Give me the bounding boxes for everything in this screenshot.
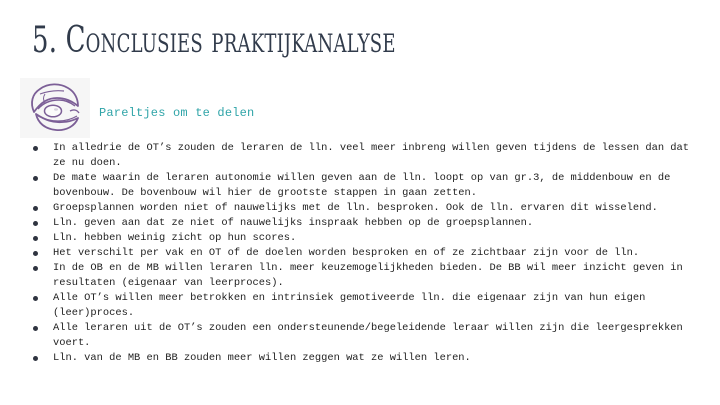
oyster-pearl-icon <box>20 78 90 138</box>
list-item <box>33 141 707 171</box>
bullet-icon <box>33 251 38 256</box>
list-item <box>33 171 707 201</box>
list-item <box>33 246 707 261</box>
list-item <box>33 351 707 366</box>
list-item-text: In de OB en de MB willen leraren lln. meer keuzemogelijkheden bieden. De BB wil meer inzicht geven in resultaten (eigenaar van leerproces). <box>53 262 683 289</box>
bullet-icon <box>33 326 38 331</box>
bullet-icon <box>33 206 38 211</box>
list-item-text: Lln. hebben weinig zicht op hun scores. <box>53 232 297 244</box>
list-item-text: Lln. geven aan dat ze niet of nauwelijks inspraak hebben op de groepsplannen. <box>53 217 534 229</box>
list-item <box>33 201 707 216</box>
slide-subtitle: Pareltjes om te delen <box>99 106 255 120</box>
list-item-text: De mate waarin de leraren autonomie willen geven aan de lln. loopt op van gr.3, de middenbouw en de bovenbouw. De bovenbouw wil hier de grootste stappen in gaan zetten. <box>53 172 671 199</box>
bullet-icon <box>33 176 38 181</box>
list-item <box>33 261 707 291</box>
list-item <box>33 291 707 321</box>
bullet-icon <box>33 356 38 361</box>
bullet-icon <box>33 296 38 301</box>
list-item-text: In alledrie de OT’s zouden de leraren de lln. veel meer inbreng willen geven tijdens de lessen dan dat ze nu doen. <box>53 142 690 169</box>
oyster-image <box>20 78 90 138</box>
bullet-icon <box>33 236 38 241</box>
list-item-text: Het verschilt per vak en OT of de doelen worden besproken en of ze zichtbaar zijn voor de lln. <box>53 247 640 259</box>
bullet-icon <box>33 146 38 151</box>
list-item-text: Groepsplannen worden niet of nauwelijks met de lln. besproken. Ook de lln. ervaren dit wisselend. <box>53 202 658 214</box>
bullet-icon <box>33 266 38 271</box>
bullet-icon <box>33 221 38 226</box>
list-item <box>33 321 707 351</box>
list-item <box>33 216 707 231</box>
list-item-text: Lln. van de MB en BB zouden meer willen zeggen wat ze willen leren. <box>53 352 471 364</box>
list-item-text: Alle OT’s willen meer betrokken en intrinsiek gemotiveerde lln. die eigenaar zijn van hun eigen (leer)proces. <box>53 292 646 319</box>
list-item <box>33 231 707 246</box>
list-item-text: Alle leraren uit de OT’s zouden een ondersteunende/begeleidende leraar willen zijn die leergesprekken voert. <box>53 322 683 349</box>
conclusion-list <box>33 141 707 366</box>
slide-title: 5. Conclusies praktijkanalyse <box>32 20 396 61</box>
